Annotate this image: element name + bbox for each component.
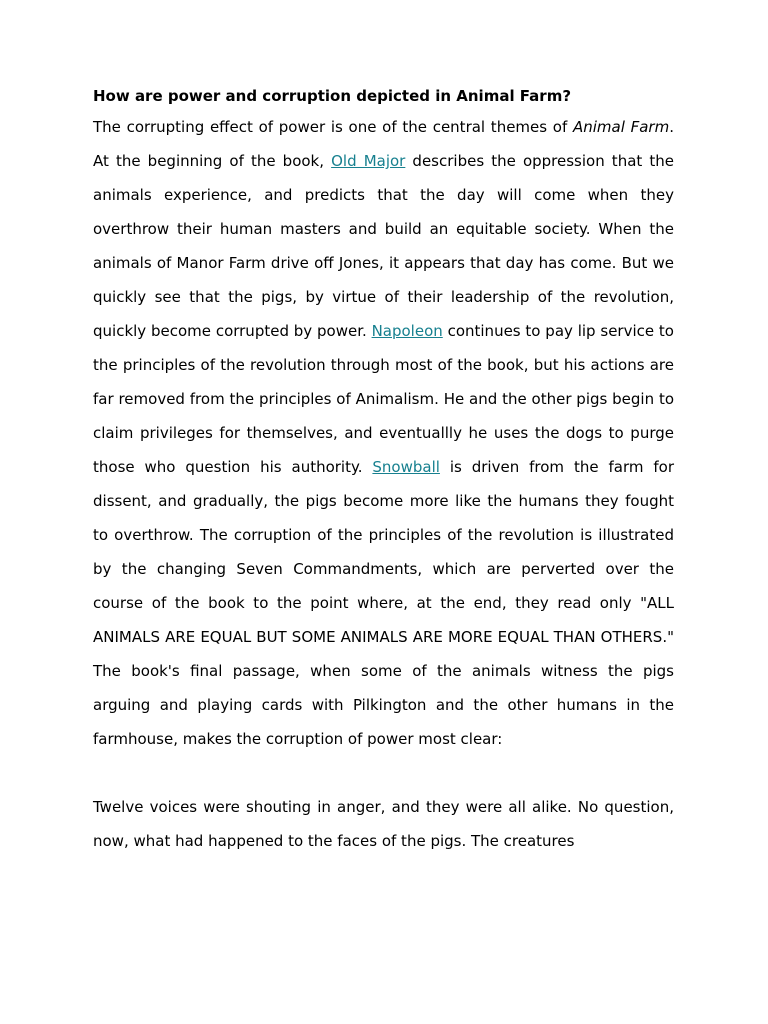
- answer-text: is driven from the farm for dissent, and gradually, the pigs become more like the humans they fought to overthrow. The corruption of the principles of the revolution is illustrated by the changing Seven Commandments, which are perverted over the course of the book to the point where, at the end, they read only "ALL ANIMALS ARE EQUAL BUT SOME ANIMALS ARE MORE EQUAL THAN OTHERS." The book's final passage, when some of the animals witness the pigs arguing and playing cards with Pilkington and the other humans in the farmhouse, makes the corruption of power most clear:: [93, 458, 674, 748]
- answer-text: The corrupting effect of power is one of the central themes of: [93, 118, 573, 136]
- napoleon-link[interactable]: Napoleon: [371, 322, 443, 340]
- snowball-link[interactable]: Snowball: [372, 458, 440, 476]
- document-page: [93, 86, 674, 858]
- answer-text: continues to pay lip service to the principles of the revolution through most of the book, but his actions are far removed from the principles of Animalism. He and the other pigs begin to claim privileges for themselves, and eventuallly he uses the dogs to purge those who question his authority.: [93, 322, 674, 476]
- old-major-link[interactable]: Old Major: [331, 152, 406, 170]
- question-heading: How are power and corruption depicted in Animal Farm?: [93, 87, 572, 105]
- answer-text: . At the beginning of the book,: [93, 118, 674, 170]
- quote-paragraph: Twelve voices were shouting in anger, and they were all alike. No question, now, what had happened to the faces of the pigs. The creatures: [93, 798, 674, 850]
- book-title: Animal Farm: [572, 118, 670, 136]
- answer-text: describes the oppression that the animals experience, and predicts that the day will come when they overthrow their human masters and build an equitable society. When the animals of Manor Farm drive off Jones, it appears that day has come. But we quickly see that the pigs, by virtue of their leadership of the revolution, quickly become corrupted by power.: [93, 152, 674, 340]
- answer-paragraph: [93, 110, 674, 756]
